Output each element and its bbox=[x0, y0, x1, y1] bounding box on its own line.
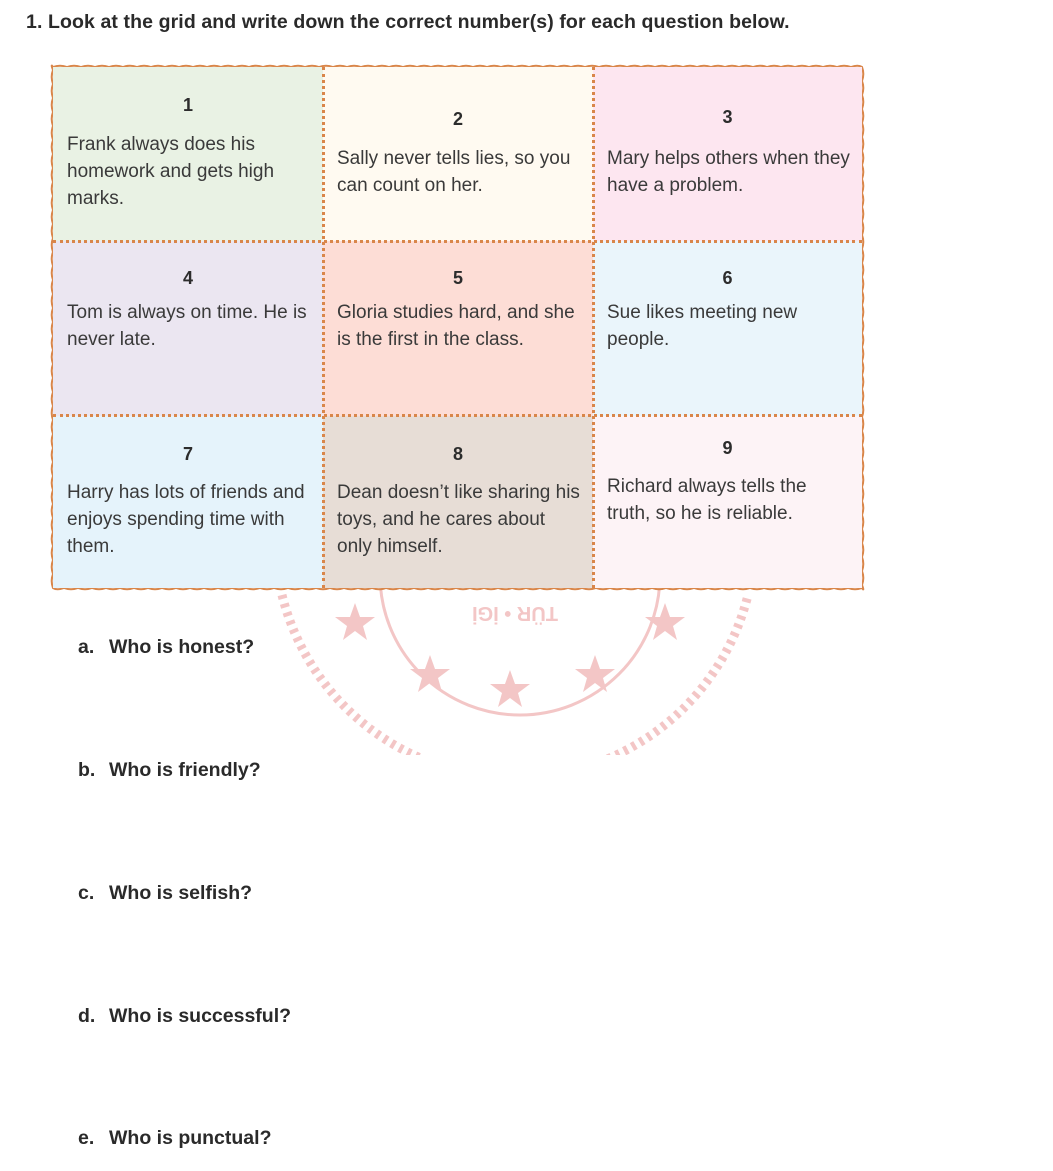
cell-number: 1 bbox=[182, 95, 193, 115]
cell-number: 7 bbox=[182, 444, 193, 464]
cell-text: Mary helps others when they have a problem. bbox=[607, 148, 850, 196]
cell-text: Richard always tells the truth, so he is reliable. bbox=[607, 476, 807, 524]
question-text: Who is friendly? bbox=[109, 759, 261, 781]
question-d bbox=[78, 1005, 291, 1028]
grid-divider-horizontal bbox=[53, 240, 862, 243]
watermark-stamp bbox=[270, 585, 760, 755]
cell-text: Dean doesn’t like sharing his toys, and he cares about only himself. bbox=[337, 482, 580, 557]
grid-divider-vertical bbox=[592, 67, 595, 588]
cell-number: 6 bbox=[722, 268, 733, 288]
question-c bbox=[78, 882, 252, 905]
grid-cell-2 bbox=[323, 67, 593, 241]
cell-number: 2 bbox=[452, 109, 463, 129]
cell-text: Sally never tells lies, so you can count on her. bbox=[337, 148, 571, 196]
question-letter: a. bbox=[78, 636, 95, 658]
cell-text: Gloria studies hard, and she is the first in the class. bbox=[337, 302, 575, 350]
grid-cell-6 bbox=[593, 241, 862, 416]
cell-text: Sue likes meeting new people. bbox=[607, 302, 798, 350]
cell-number: 9 bbox=[722, 438, 733, 458]
question-text: Who is honest? bbox=[109, 636, 255, 658]
question-text: Who is punctual? bbox=[109, 1127, 272, 1149]
cell-number: 8 bbox=[452, 444, 463, 464]
question-a bbox=[78, 636, 254, 659]
question-text: Who is successful? bbox=[109, 1005, 292, 1027]
cell-text: Tom is always on time. He is never late. bbox=[67, 302, 307, 350]
grid-cell-1 bbox=[53, 67, 323, 241]
grid-cell-4 bbox=[53, 241, 323, 416]
cell-number: 4 bbox=[182, 268, 193, 288]
question-letter: d. bbox=[78, 1005, 96, 1027]
question-text: Who is selfish? bbox=[109, 882, 253, 904]
grid-cell-8 bbox=[323, 416, 593, 588]
cell-text: Frank always does his homework and gets high marks. bbox=[67, 134, 275, 209]
question-b bbox=[78, 759, 261, 782]
grid-cell-9 bbox=[593, 416, 862, 588]
cell-text: Harry has lots of friends and enjoys spending time with them. bbox=[67, 482, 305, 557]
question-e bbox=[78, 1127, 271, 1150]
cell-number: 5 bbox=[452, 268, 463, 288]
question-letter: b. bbox=[78, 759, 96, 781]
grid-cell-3 bbox=[593, 67, 862, 241]
grid-cell-5 bbox=[323, 241, 593, 416]
grid-cell-7 bbox=[53, 416, 323, 588]
question-letter: e. bbox=[78, 1127, 95, 1149]
cell-number: 3 bbox=[722, 107, 733, 127]
grid-divider-vertical bbox=[322, 67, 325, 588]
instruction-heading: 1. Look at the grid and write down the correct number(s) for each question below. bbox=[26, 11, 790, 33]
watermark-text: TÜR • İGİ bbox=[472, 602, 558, 624]
question-letter: c. bbox=[78, 882, 95, 904]
character-grid bbox=[53, 67, 862, 588]
grid-divider-horizontal bbox=[53, 414, 862, 417]
